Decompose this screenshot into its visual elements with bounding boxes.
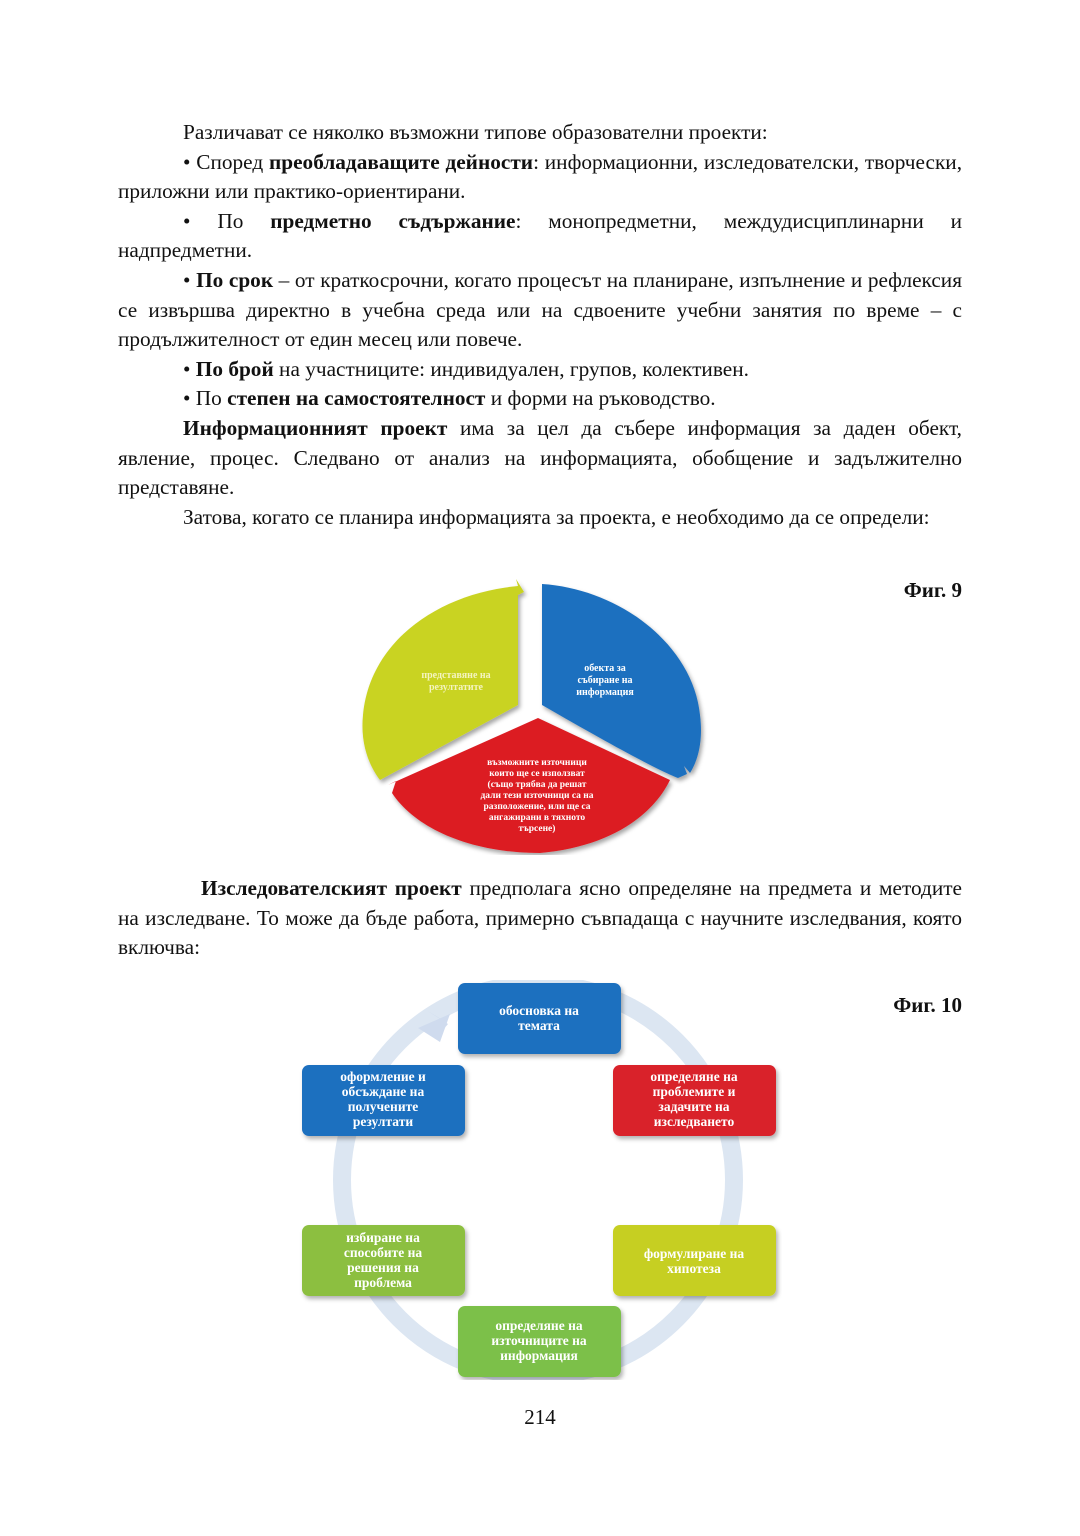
step-box <box>458 983 621 1054</box>
fig10-label: Фиг. 10 <box>893 993 962 1017</box>
box-line: обосновка на <box>499 1003 579 1018</box>
step-box-text <box>491 1318 587 1363</box>
intro-paragraph: Различават се няколко възможни типове образователни проекти: <box>183 120 768 144</box>
bullet-item: • Според преобладаващите дейности: информационни, изследователски, творчески, приложни или практико-ориентирани. <box>118 148 962 207</box>
seg-line: представяне на <box>421 670 491 681</box>
box-line: определяне на <box>495 1318 583 1333</box>
box-line: хипотеза <box>667 1261 721 1276</box>
seg-line: търсене) <box>518 824 556 834</box>
bullet-item: • По предметно съдържание: монопредметни, междудисциплинарни и надпредметни. <box>118 207 962 266</box>
step-box <box>302 1225 465 1296</box>
bullet-item: • По степен на самостоятелност и форми на ръководство. <box>118 384 962 414</box>
fig9-label-red <box>480 758 593 834</box>
box-line: получените <box>347 1099 419 1114</box>
box-line: темата <box>518 1018 560 1033</box>
therefore-paragraph: Затова, когато се планира информацията за проекта, е необходимо да се определи: <box>183 504 930 529</box>
section2-text <box>118 874 962 963</box>
box-line: способите на <box>343 1245 423 1260</box>
box-line: източниците на <box>491 1333 587 1348</box>
step-box-text <box>344 1230 423 1290</box>
seg-line: ангажирани в тяхното <box>488 813 586 823</box>
box-line: проблемите и <box>652 1084 736 1099</box>
step-box <box>302 1065 465 1136</box>
page-number: 214 <box>524 1405 556 1429</box>
seg-line: информация <box>576 687 634 698</box>
research-project-paragraph: Изследователският проект предполага ясно определяне на предмета и методите на изследване. То може да бъде работа, примерно съвпадаща с научните изследвания, която включва: <box>118 876 962 960</box>
box-line: резултати <box>352 1114 414 1129</box>
bullet-item: • По срок – от краткосрочни, когато процесът на планиране, изпълнение и рефлексия се извършва директно в учебна среда или на сдвоените учебни занятия по време – с продължителност от един месец или повече. <box>118 266 962 355</box>
step-box-text <box>650 1069 737 1129</box>
step-box <box>613 1225 776 1296</box>
box-line: задачите на <box>658 1099 730 1114</box>
seg-line: възможните източници <box>487 758 587 768</box>
fig9-cycle-diagram <box>360 575 715 855</box>
box-line: определяне на <box>650 1069 738 1084</box>
seg-line: които ще се използват <box>489 769 585 779</box>
box-line: изследването <box>653 1114 735 1129</box>
box-line: решения на <box>347 1260 419 1275</box>
step-box <box>613 1065 776 1136</box>
section1-text <box>118 118 962 532</box>
seg-line: резултатите <box>429 682 483 693</box>
fig9-label: Фиг. 9 <box>903 578 962 602</box>
box-line: формулиране на <box>643 1246 745 1261</box>
box-line: проблема <box>354 1275 412 1290</box>
step-box <box>458 1306 621 1377</box>
seg-line: обекта за <box>584 663 626 674</box>
fig9-label-yellow <box>421 670 490 693</box>
seg-line: разположение, или ще са <box>483 802 591 812</box>
bullet-item: • По брой на участниците: индивидуален, групов, колективен. <box>118 355 962 385</box>
box-line: информация <box>500 1348 578 1363</box>
fig9-label-blue <box>576 663 634 698</box>
seg-line: (също трябва да решат <box>487 780 587 790</box>
info-project-paragraph: Информационният проект има за цел да събере информация за даден обект, явление, процес. Следвано от анализ на информацията, обобщение и задължително представяне. <box>118 415 962 500</box>
seg-line: дали тези източници са на <box>480 791 594 801</box>
fig10-cycle-diagram <box>298 980 782 1380</box>
box-line: оформление и <box>340 1069 426 1084</box>
seg-line: събиране на <box>577 675 633 686</box>
box-line: избиране на <box>346 1230 420 1245</box>
box-line: обсъждане на <box>341 1084 425 1099</box>
